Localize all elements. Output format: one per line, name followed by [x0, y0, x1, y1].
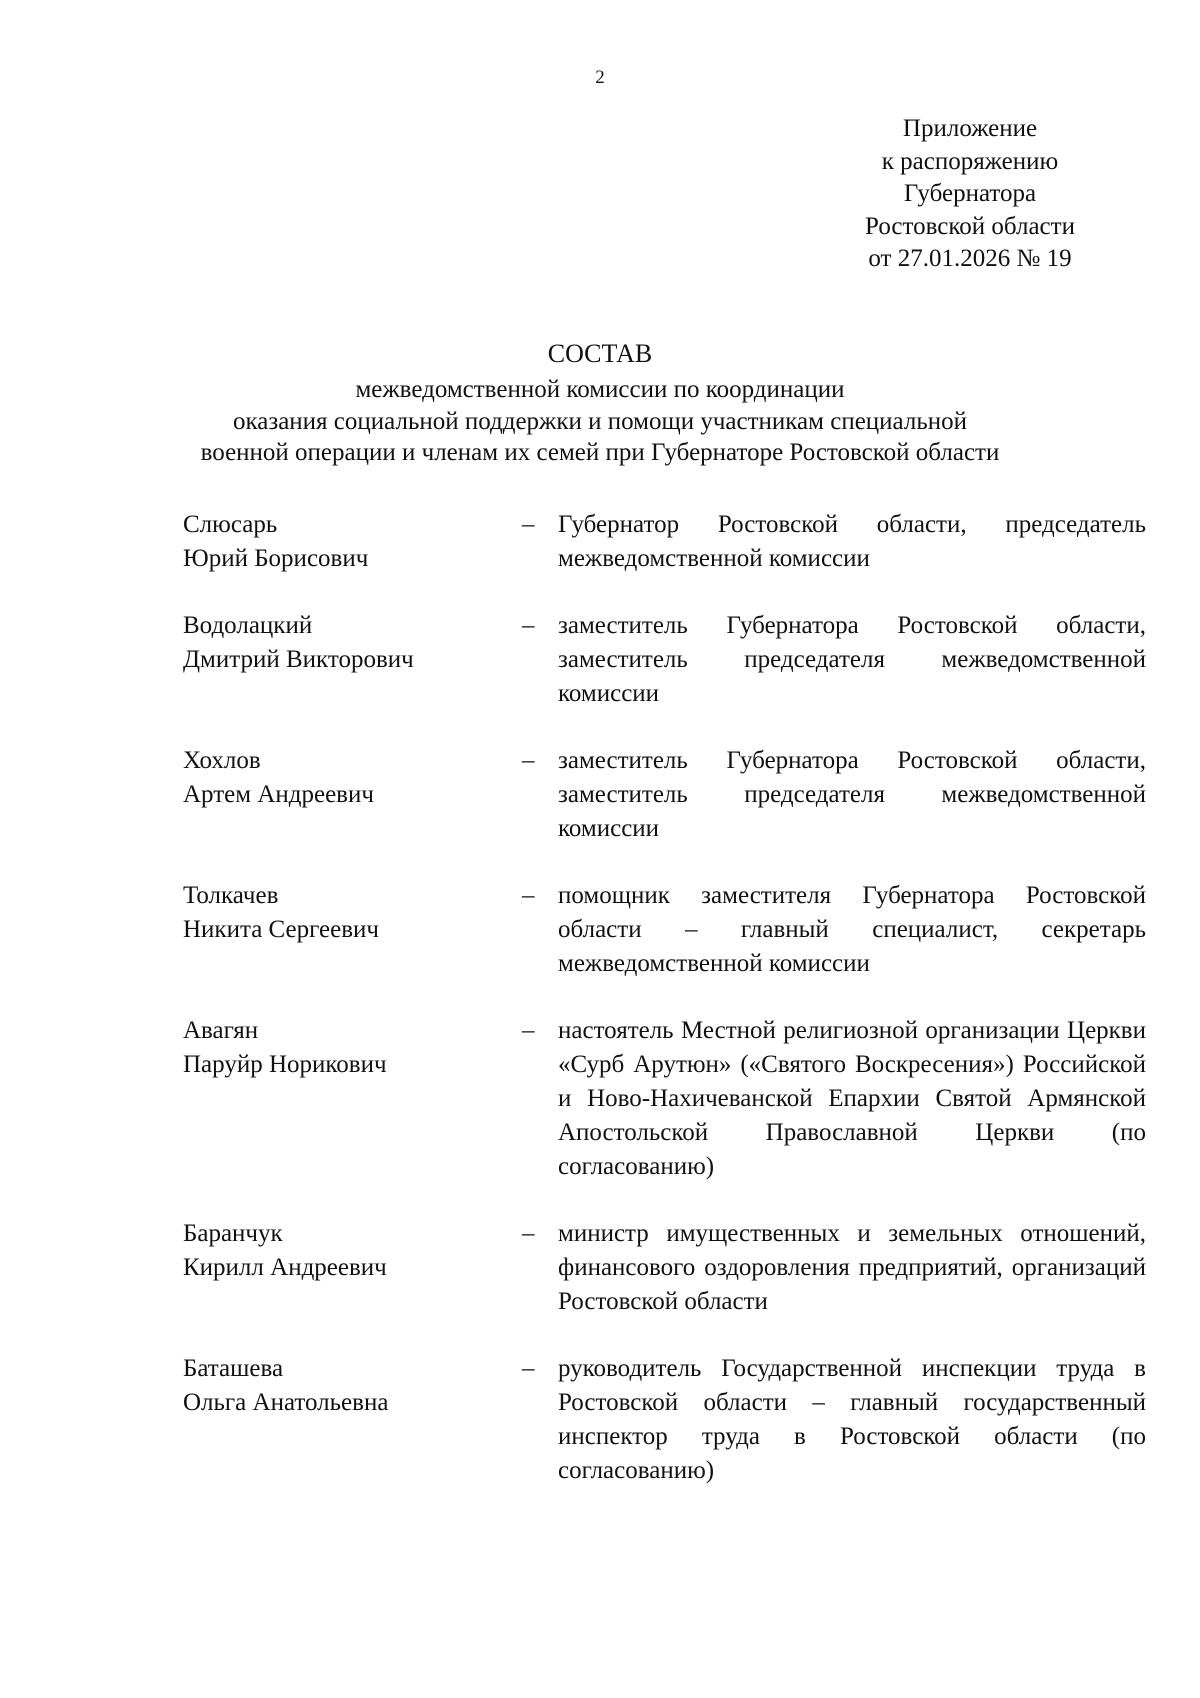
member-name [183, 744, 522, 846]
appendix-line: к распоряжению [881, 147, 1059, 175]
member-row [183, 1352, 1146, 1488]
member-role: помощник заместителя Губернатора Ростовской области – главный специалист, секретарь межведомственной комиссии [558, 882, 1146, 977]
member-role: министр имущественных и земельных отношений, финансового оздоровления предприятий, организаций Ростовской области [558, 1220, 1146, 1315]
member-row [183, 1217, 1146, 1319]
member-row [183, 609, 1146, 711]
member-given-names: Юрий Борисович [183, 545, 369, 572]
appendix-line: от 27.01.2026 № 19 [868, 245, 1072, 272]
member-dash: – [522, 1017, 535, 1044]
member-dash: – [522, 511, 535, 538]
member-role: Губернатор Ростовской области, председатель межведомственной комиссии [558, 511, 1146, 572]
member-row [183, 744, 1146, 846]
appendix-block [820, 113, 1120, 276]
member-dash: – [522, 1220, 535, 1247]
member-row [183, 1014, 1146, 1184]
commission-member-list [183, 508, 1146, 1488]
member-given-names: Ольга Анатольевна [183, 1389, 389, 1416]
member-given-names: Дмитрий Викторович [183, 646, 414, 673]
document-heading [150, 336, 1050, 469]
member-role: руководитель Государственной инспекции труда в Ростовской области – главный государственный инспектор труда в Ростовской области (по согласованию) [558, 1355, 1146, 1484]
member-name [183, 879, 522, 981]
member-surname: Авагян [183, 1017, 259, 1044]
appendix-line: Приложение [902, 115, 1038, 142]
member-row [183, 879, 1146, 981]
member-given-names: Никита Сергеевич [183, 916, 379, 943]
member-dash: – [522, 747, 535, 774]
member-name [183, 508, 522, 576]
member-dash: – [522, 612, 535, 639]
member-dash: – [522, 882, 535, 909]
member-surname: Баташева [183, 1355, 284, 1382]
member-name [183, 1014, 522, 1184]
member-surname: Толкачев [183, 882, 279, 909]
appendix-line: Губернатора [903, 180, 1037, 207]
member-name [183, 1352, 522, 1488]
member-role: заместитель Губернатора Ростовской области, заместитель председателя межведомственной комиссии [558, 747, 1146, 842]
document-title: СОСТАВ [547, 339, 653, 368]
member-surname: Хохлов [183, 747, 261, 774]
member-name [183, 1217, 522, 1319]
member-surname: Слюсарь [183, 511, 278, 538]
member-surname: Баранчук [183, 1220, 283, 1247]
document-subtitle-line: оказания социальной поддержки и помощи участникам специальной [232, 407, 968, 435]
document-subtitle-line: военной операции и членам их семей при Губернаторе Ростовской области [200, 439, 1000, 466]
member-row [183, 508, 1146, 576]
member-given-names: Артем Андреевич [183, 781, 374, 808]
member-given-names: Паруйр Норикович [183, 1051, 387, 1078]
member-role: заместитель Губернатора Ростовской области, заместитель председателя межведомственной комиссии [558, 612, 1146, 707]
appendix-line: Ростовской области [865, 212, 1075, 240]
member-dash: – [522, 1355, 535, 1382]
member-role: настоятель Местной религиозной организации Церкви «Сурб Арутюн» («Святого Воскресения») Российской и Ново-Нахичеванской Епархии Святой Армянской Апостольской Православной Церкви (по согласованию) [558, 1017, 1146, 1180]
document-subtitle-line: межведомственной комиссии по координации [355, 376, 845, 403]
member-given-names: Кирилл Андреевич [183, 1254, 387, 1281]
member-name [183, 609, 522, 711]
page-number: 2 [595, 67, 605, 88]
member-surname: Водолацкий [183, 612, 313, 639]
